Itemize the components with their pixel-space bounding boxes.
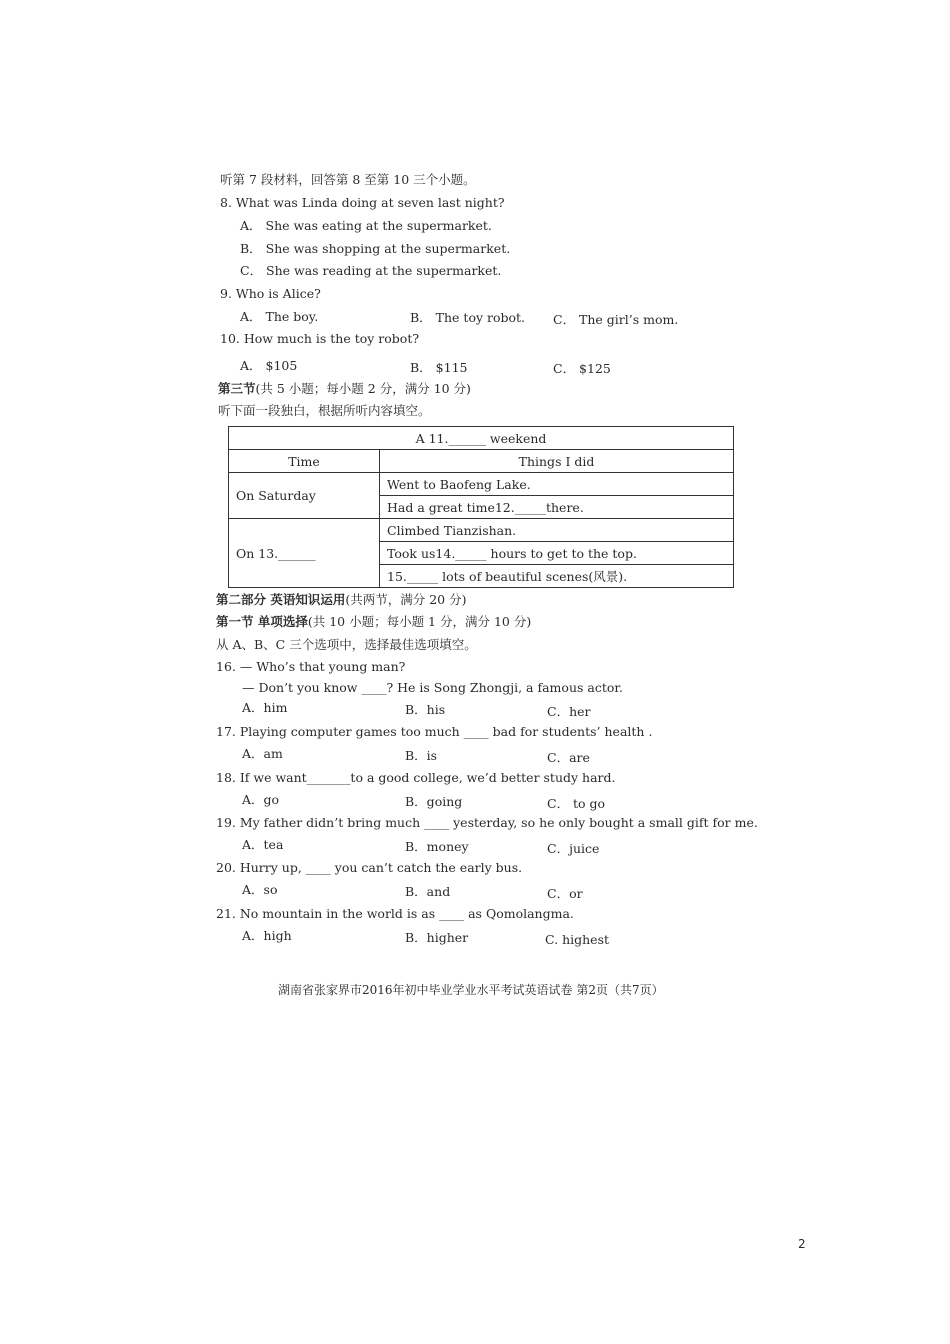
question-16-option-b: B．his xyxy=(405,702,446,717)
table-cell: 15._____ lots of beautiful scenes(风景). xyxy=(380,565,734,588)
question-10-option-a: A． $105 xyxy=(240,358,298,373)
question-16-option-a: A．him xyxy=(242,700,288,715)
page-footer: 湖南省张家界市2016年初中毕业学业水平考试英语试卷 第2页（共7页） xyxy=(278,983,664,997)
question-20-option-b: B．and xyxy=(405,884,451,899)
part2-heading-bold: 第二部分 英语知识运用 xyxy=(216,592,346,607)
question-9-option-c: C． The girl’s mom. xyxy=(553,312,679,327)
question-19-stem: 19. My father didn’t bring much ____ yesterday, so he only bought a small gift for me. xyxy=(216,815,758,830)
question-21-option-a: A．high xyxy=(242,928,292,943)
table-cell: Had a great time12._____there. xyxy=(380,496,734,519)
question-8-option-c: C． She was reading at the supermarket. xyxy=(240,263,502,278)
table-cell: Went to Baofeng Lake. xyxy=(380,473,734,496)
question-20-stem: 20. Hurry up, ____ you can’t catch the early bus. xyxy=(216,860,523,875)
table-cell-day-13: On 13.______ xyxy=(229,519,380,588)
question-21-stem: 21. No mountain in the world is as ____ as Qomolangma. xyxy=(216,906,574,921)
question-9-stem: 9. Who is Alice? xyxy=(220,286,321,301)
part2-heading xyxy=(216,592,466,608)
question-17-option-c: C．are xyxy=(547,750,590,765)
section3-instruction: 听下面一段独白，根据所听内容填空。 xyxy=(218,403,431,418)
part2-subheading-bold: 第一节 单项选择 xyxy=(216,614,308,629)
section3-heading-rest: (共 5 小题；每小题 2 分，满分 10 分) xyxy=(255,381,471,396)
question-10-option-c: C． $125 xyxy=(553,361,611,376)
fill-in-table xyxy=(228,426,734,588)
question-17-stem: 17. Playing computer games too much ____ bad for students’ health . xyxy=(216,724,653,739)
part2-heading-rest: (共两节，满分 20 分) xyxy=(345,592,467,607)
section3-heading-bold: 第三节 xyxy=(218,381,256,396)
question-18-option-c: C． to go xyxy=(547,796,606,811)
table-title: A 11.______ weekend xyxy=(229,427,734,450)
section-intro: 听第 7 段材料，回答第 8 至第 10 三个小题。 xyxy=(220,172,476,187)
part2-subheading-rest: (共 10 小题；每小题 1 分，满分 10 分) xyxy=(307,614,532,629)
page-number: 2 xyxy=(798,1237,806,1251)
part2-instruction: 从 A、B、C 三个选项中，选择最佳选项填空。 xyxy=(216,637,477,652)
question-8-option-a: A． She was eating at the supermarket. xyxy=(240,218,492,233)
part2-subheading xyxy=(216,614,531,630)
table-cell: Climbed Tianzishan. xyxy=(380,519,734,542)
question-10-stem: 10. How much is the toy robot? xyxy=(220,331,420,346)
question-19-option-b: B．money xyxy=(405,839,469,854)
question-9-option-a: A． The boy. xyxy=(240,309,319,324)
question-9-option-b: B． The toy robot. xyxy=(410,310,526,325)
section3-heading xyxy=(218,381,471,397)
question-21-option-b: B．higher xyxy=(405,930,469,945)
table-header-time: Time xyxy=(229,450,380,473)
question-16-stem: 16. — Who’s that young man? xyxy=(216,659,406,674)
question-18-option-b: B．going xyxy=(405,794,463,809)
question-8-stem: 8. What was Linda doing at seven last night? xyxy=(220,195,505,210)
question-17-option-a: A．am xyxy=(242,746,283,761)
table-cell: Took us14._____ hours to get to the top. xyxy=(380,542,734,565)
question-18-stem: 18. If we want_______to a good college, we’d better study hard. xyxy=(216,770,616,785)
question-16-stem-2: — Don’t you know ____? He is Song Zhongji, a famous actor. xyxy=(242,680,623,695)
table-header-things: Things I did xyxy=(380,450,734,473)
question-10-option-b: B． $115 xyxy=(410,360,468,375)
question-21-option-c: C. highest xyxy=(545,932,610,947)
question-19-option-c: C．juice xyxy=(547,841,600,856)
question-20-option-c: C．or xyxy=(547,886,583,901)
question-16-option-c: C．her xyxy=(547,704,591,719)
question-19-option-a: A．tea xyxy=(242,837,284,852)
question-18-option-a: A．go xyxy=(242,792,280,807)
question-17-option-b: B．is xyxy=(405,748,438,763)
table-cell-saturday: On Saturday xyxy=(229,473,380,519)
question-20-option-a: A．so xyxy=(242,882,278,897)
question-8-option-b: B． She was shopping at the supermarket. xyxy=(240,241,511,256)
